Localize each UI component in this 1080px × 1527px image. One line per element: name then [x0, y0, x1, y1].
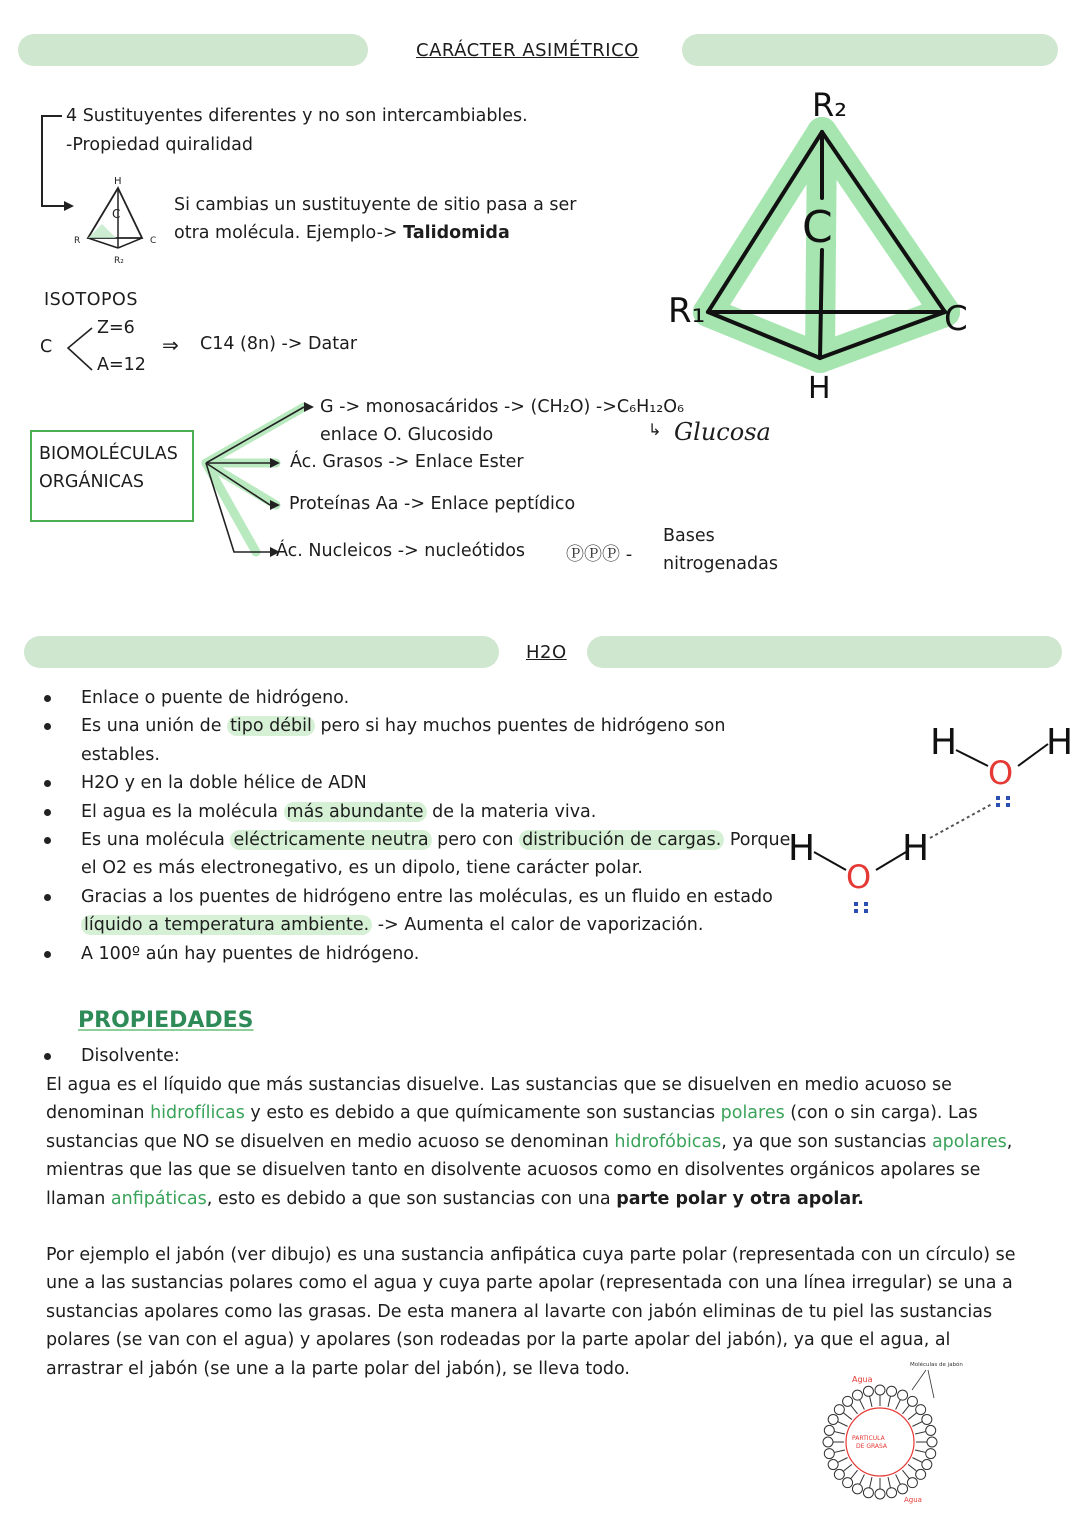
list-item: El agua es la molécula más abundante de la materia viva. — [40, 798, 820, 826]
isotopo-element: C — [40, 337, 53, 357]
propiedades-bullets — [40, 1042, 820, 1070]
agua-label: Agua — [852, 1375, 873, 1384]
soap-head — [843, 1396, 853, 1406]
soap-head — [834, 1405, 844, 1415]
list-item: H2O y en la doble hélice de ADN — [40, 769, 820, 797]
soap-head — [875, 1489, 885, 1499]
list-item: Es una unión de tipo débil pero si hay muchos puentes de hidrógeno son estables. — [40, 712, 741, 769]
disolvente-paragraph: El agua es el líquido que más sustancias disuelve. Las sustancias que se disuelven en medio acuoso se denominan hidrofílicas y esto es debido a que químicamente son sustancias polares (con o sin carga). Las sustancias que NO se disuelven en medio acuoso se denominan hidrofóbicas, ya que son sustancias apolares, mientras que las que se disuelven tanto en disolvente acuosos como en disolventes orgánicos apolares se llaman anfipáticas, esto es debido a que son sustancias con una parte polar y otra apolar. — [46, 1075, 1013, 1209]
isotopo-z: Z=6 — [97, 318, 135, 338]
soap-head — [863, 1386, 873, 1396]
jabon-paragraph: Por ejemplo el jabón (ver dibujo) es una sustancia anfipática cuya parte polar (representada con un círculo) se une a las sustancias polares como el agua y cuya parte apolar (representada con una línea irregular) se una a sustancias apolares como las grasas. De esta manera al lavarte con jabón eliminas de tu piel las sustancias polares (se van con el agua) y apolares (son rodeadas por la parte apolar del jabón), ya que el agua, al arrastrar el jabón (se une a la parte polar del jabón), se lleva todo. — [46, 1245, 1016, 1379]
talidomida: Talidomida — [403, 223, 510, 243]
soap-head — [922, 1460, 932, 1470]
isotopo-a: A=12 — [97, 355, 146, 375]
h2o-bar-left — [24, 636, 499, 668]
soap-head — [926, 1449, 936, 1459]
soap-head — [834, 1469, 844, 1479]
isotopo-bracket — [62, 320, 102, 380]
change-line2-text: otra molécula. Ejemplo-> — [174, 223, 404, 243]
isotopo-result: C14 (8n) -> Datar — [200, 334, 358, 354]
big-tetra-center: C — [802, 202, 833, 253]
list-item: Disolvente: — [40, 1042, 820, 1070]
soap-head — [916, 1469, 926, 1479]
bio-glucidos-enlace: enlace O. Glucosido — [320, 425, 494, 445]
soap-head — [852, 1484, 862, 1494]
propiedades-heading: PROPIEDADES — [78, 1008, 254, 1033]
soap-head — [916, 1405, 926, 1415]
soap-head — [852, 1390, 862, 1400]
big-tetrahedron — [660, 80, 990, 410]
bio-proteinas: Proteínas Aa -> Enlace peptídico — [289, 494, 576, 514]
term-anfipaticas: anfipáticas — [110, 1188, 207, 1209]
glucosa-label: Glucosa — [674, 418, 771, 446]
o-atom: O — [988, 754, 1014, 792]
small-tetra-top: H — [114, 176, 122, 187]
h-atom: H — [902, 828, 930, 869]
bases-line2: nitrogenadas — [663, 554, 778, 574]
o-atom: O — [846, 858, 872, 896]
list-item: Es una molécula eléctricamente neutra pero con distribución de cargas. Porque el O2 es más electronegativo, es un dipolo, tiene carácter polar. — [40, 826, 793, 883]
soap-head — [887, 1488, 897, 1498]
grasa-label: DE GRASA — [856, 1443, 888, 1450]
small-tetra-bottom: R₂ — [114, 256, 124, 266]
section-title-caracter: CARÁCTER ASIMÉTRICO — [416, 40, 639, 61]
soap-head — [907, 1478, 917, 1488]
small-tetra-right: C — [150, 236, 157, 246]
small-tetrahedron — [70, 170, 170, 270]
glucosa-arrow: ↳ — [648, 420, 662, 439]
isotopos-heading: ISOTOPOS — [44, 290, 138, 310]
soap-head — [828, 1414, 838, 1424]
grasa-label: PARTICULA — [852, 1435, 885, 1442]
agua-label: Agua — [904, 1496, 922, 1504]
h-atom: H — [1046, 722, 1074, 763]
biomoleculas-branches — [196, 395, 316, 565]
h2o-bullets — [40, 684, 820, 968]
term-polar-apolar: parte polar y otra apolar. — [616, 1188, 864, 1209]
header-bar-left — [18, 34, 368, 66]
soap-head — [843, 1478, 853, 1488]
small-tetra-center: C — [112, 207, 121, 221]
fosfatos-icon: ⓅⓅⓅ - — [566, 544, 633, 565]
big-tetra-bottom: H — [808, 371, 831, 406]
soap-head — [875, 1385, 885, 1395]
soap-head — [926, 1425, 936, 1435]
soap-head — [907, 1396, 917, 1406]
soap-head — [898, 1390, 908, 1400]
big-tetra-top: R₂ — [812, 86, 848, 124]
bio-glucidos: G -> monosacáridos -> (CH₂O) ->C₆H₁₂O₆ — [320, 397, 685, 417]
bio-acidos-grasos: Ác. Grasos -> Enlace Ester — [290, 452, 524, 472]
soap-head — [922, 1414, 932, 1424]
bases-line1: Bases — [663, 526, 715, 546]
soap-head — [927, 1437, 937, 1447]
biomoleculas-line2: ORGÁNICAS — [39, 472, 145, 492]
soap-head — [887, 1386, 897, 1396]
header-bar-right — [682, 34, 1058, 66]
list-item: Gracias a los puentes de hidrógeno entre las moléculas, es un fluido en estado líquido a temperatura ambiente. -> Aumenta el calor de vaporización. — [40, 883, 786, 940]
term-hidrofilicas: hidrofílicas — [150, 1103, 245, 1124]
caracter-line1: 4 Sustituyentes diferentes y no son intercambiables. — [66, 106, 528, 126]
soap-head — [824, 1449, 834, 1459]
h-atom: H — [788, 828, 816, 869]
section-title-h2o: H2O — [526, 642, 567, 663]
change-line2 — [174, 223, 510, 243]
soap-head — [824, 1425, 834, 1435]
list-item: A 100º aún hay puentes de hidrógeno. — [40, 940, 820, 968]
h-atom: H — [930, 722, 958, 763]
soap-head — [823, 1437, 833, 1447]
jabon-label: Moléculas de jabón — [910, 1362, 963, 1368]
term-hidrofobicas: hidrofóbicas — [614, 1131, 722, 1152]
caracter-line2: -Propiedad quiralidad — [66, 135, 253, 155]
change-line1: Si cambias un sustituyente de sitio pasa a ser — [174, 195, 577, 215]
small-tetra-left: R — [74, 236, 81, 246]
term-apolares: apolares — [931, 1131, 1007, 1152]
big-tetra-right: C — [944, 299, 968, 339]
soap-head — [863, 1488, 873, 1498]
soap-head — [898, 1484, 908, 1494]
h2o-bar-right — [587, 636, 1062, 668]
isotopo-arrow: ⇒ — [162, 333, 179, 357]
soap-head — [828, 1460, 838, 1470]
bio-acidos-nucleicos: Ác. Nucleicos -> nucleótidos — [276, 541, 526, 561]
big-tetra-left: R₁ — [668, 291, 706, 331]
list-item: Enlace o puente de hidrógeno. — [40, 684, 820, 712]
biomoleculas-line1: BIOMOLÉCULAS — [39, 444, 178, 464]
micelle-diagram — [800, 1356, 980, 1516]
water-molecules-diagram — [784, 712, 1078, 922]
term-polares: polares — [720, 1103, 785, 1124]
